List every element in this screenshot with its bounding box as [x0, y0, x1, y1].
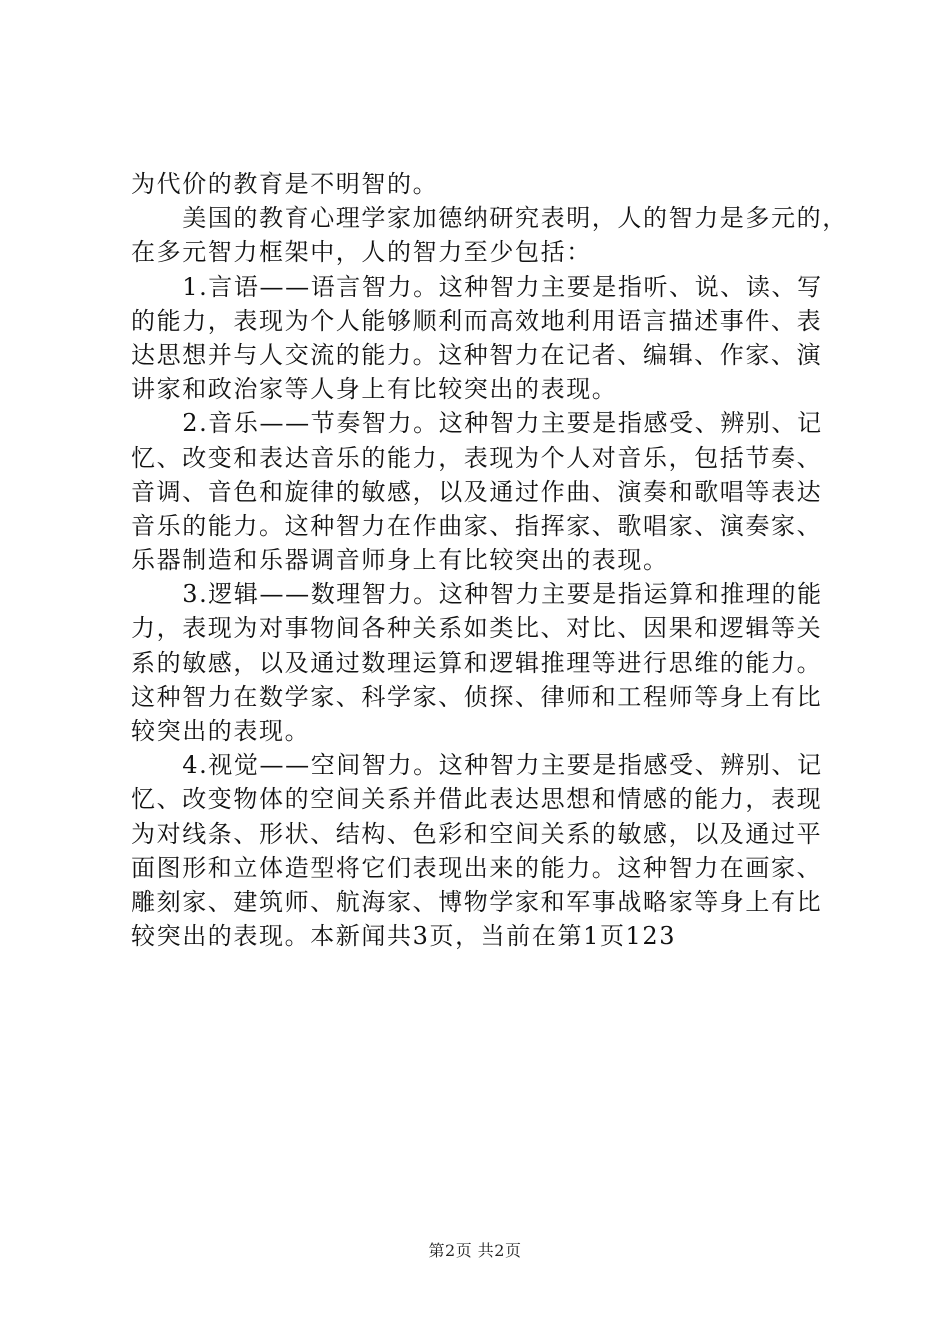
text-line: 忆、改变和表达音乐的能力，表现为个人对音乐，包括节奏、 — [131, 443, 823, 472]
text-line: 较突出的表现。 — [131, 717, 311, 745]
text-line: 讲家和政治家等人身上有比较突出的表现。 — [131, 375, 618, 404]
text-line: 1.言语——语言智力。这种智力主要是指听、说、读、写 — [131, 272, 823, 301]
text-line: 忆、改变物体的空间关系并借此表达思想和情感的能力，表现 — [131, 785, 823, 814]
text-line: 为代价的教育是不明智的。 — [131, 170, 439, 198]
text-line: 音乐的能力。这种智力在作曲家、指挥家、歌唱家、演奏家、 — [131, 511, 823, 540]
text-line: 4.视觉——空间智力。这种智力主要是指感受、辨别、记 — [131, 751, 823, 780]
text-line: 雕刻家、建筑师、航海家、博物学家和军事战略家等身上有比 — [131, 887, 823, 916]
page-number-footer: 第2页 共2页 — [428, 1241, 522, 1260]
text-line: 系的敏感，以及通过数理运算和逻辑推理等进行思维的能力。 — [131, 648, 823, 677]
text-line: 的能力，表现为个人能够顺利而高效地利用语言描述事件、表 — [131, 306, 823, 335]
text-line: 美国的教育心理学家加德纳研究表明，人的智力是多元的， — [131, 204, 848, 233]
text-line: 音调、音色和旋律的敏感，以及通过作曲、演奏和歌唱等表达 — [131, 477, 823, 506]
text-line: 2.音乐——节奏智力。这种智力主要是指感受、辨别、记 — [131, 409, 823, 438]
text-line: 乐器制造和乐器调音师身上有比较突出的表现。 — [131, 546, 669, 575]
text-line: 为对线条、形状、结构、色彩和空间关系的敏感，以及通过平 — [131, 819, 823, 848]
text-line: 这种智力在数学家、科学家、侦探、律师和工程师等身上有比 — [131, 682, 823, 711]
text-line: 在多元智力框架中，人的智力至少包括： — [131, 238, 592, 267]
text-line: 面图形和立体造型将它们表现出来的能力。这种智力在画家、 — [131, 853, 823, 882]
document-body — [131, 167, 848, 953]
text-line: 力，表现为对事物间各种关系如类比、对比、因果和逻辑等关 — [131, 614, 823, 643]
text-line: 较突出的表现。本新闻共3页，当前在第1页123 — [131, 922, 677, 951]
text-line: 达思想并与人交流的能力。这种智力在记者、编辑、作家、演 — [131, 340, 823, 369]
text-line: 3.逻辑——数理智力。这种智力主要是指运算和推理的能 — [131, 580, 823, 609]
